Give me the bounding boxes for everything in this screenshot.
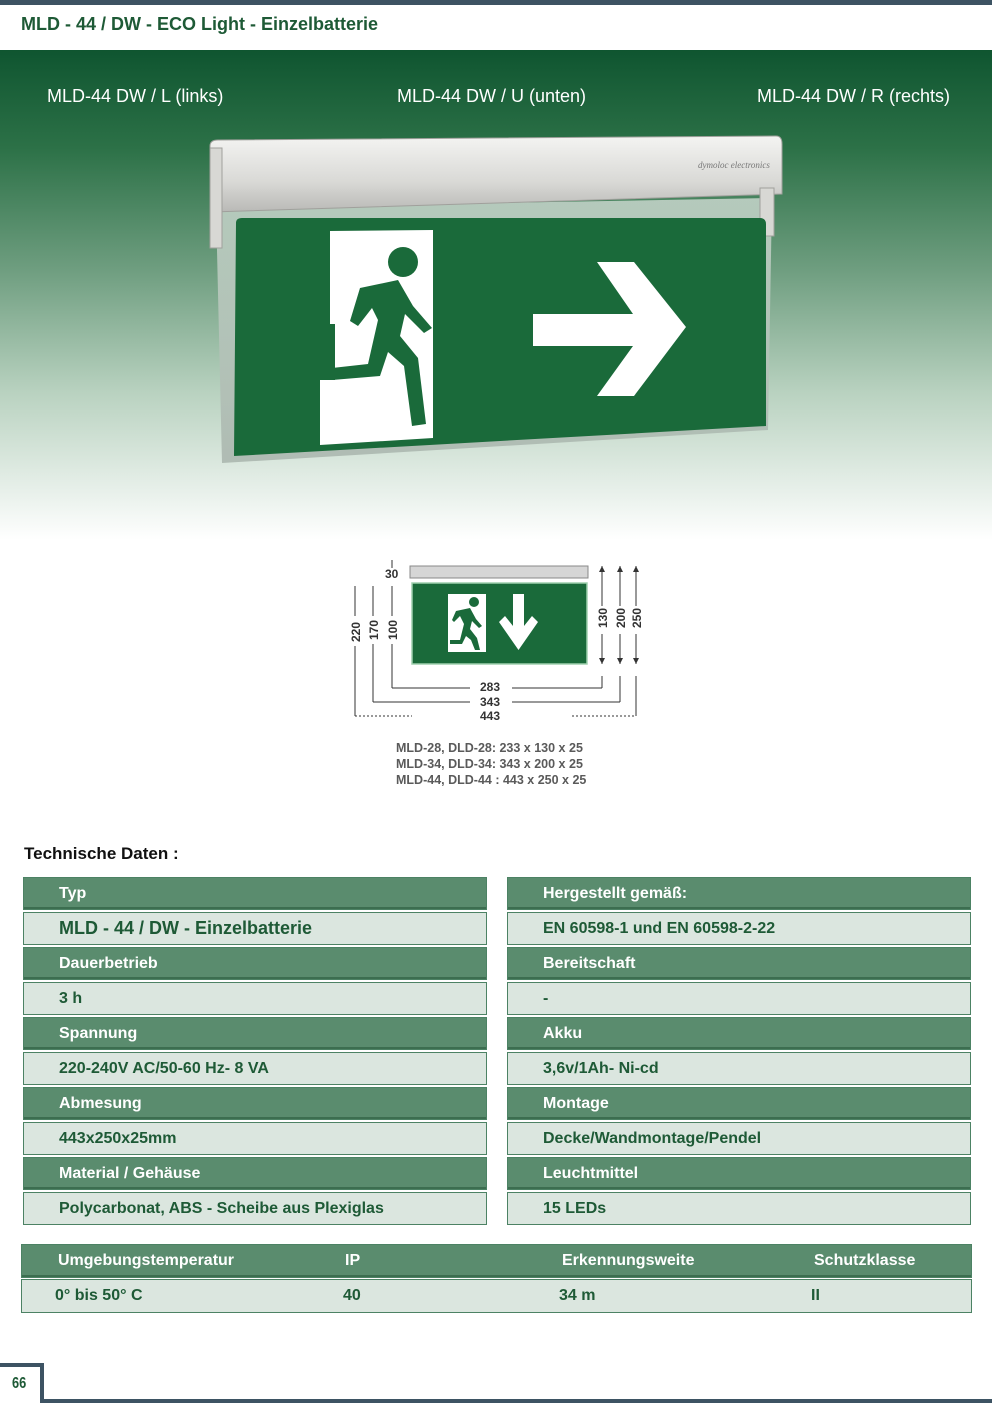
spec-value: Polycarbonat, ABS - Scheibe aus Plexiglas [23, 1192, 487, 1225]
spec-value: 3 h [23, 982, 487, 1015]
model-dimension-line: MLD-44, DLD-44 : 443 x 250 x 25 [396, 773, 587, 787]
bottom-rule [44, 1399, 992, 1403]
dim-left-220: 220 [349, 621, 363, 642]
dim-bottom-443: 443 [480, 709, 501, 723]
dim-left-100: 100 [386, 619, 400, 640]
spec-value: - [507, 982, 971, 1015]
header-cell: IP [345, 1252, 361, 1269]
exit-sign-image [200, 128, 800, 473]
dim-bottom-283: 283 [480, 680, 501, 694]
environment-value-row [21, 1279, 972, 1313]
spec-label: Typ [23, 877, 487, 910]
dim-top: 30 [385, 567, 399, 581]
header-cell: Erkennungsweite [562, 1252, 695, 1269]
dim-right-250: 250 [630, 607, 644, 628]
spec-label: Dauerbetrieb [23, 947, 487, 980]
brand-mark: dymoloc electronics [698, 160, 770, 170]
spec-label: Montage [507, 1087, 971, 1120]
housing-clip-left [210, 148, 222, 248]
spec-value: 3,6v/1Ah- Ni-cd [507, 1052, 971, 1085]
page-title: MLD - 44 / DW - ECO Light - Einzelbatterie [21, 14, 379, 34]
spec-value: MLD - 44 / DW - Einzelbatterie [23, 912, 487, 945]
spec-label: Leuchtmittel [507, 1157, 971, 1190]
value-cell: 40 [343, 1287, 361, 1304]
model-dimension-line: MLD-28, DLD-28: 233 x 130 x 25 [396, 741, 583, 755]
environment-header-row [21, 1244, 972, 1278]
header-cell: Schutzklasse [814, 1252, 916, 1269]
spec-label: Bereitschaft [507, 947, 971, 980]
spec-label: Akku [507, 1017, 971, 1050]
spec-table-right [507, 877, 971, 1227]
page-number: 66 [12, 1375, 27, 1392]
value-cell: II [811, 1287, 820, 1304]
diagram-sign [412, 583, 587, 664]
spec-value: 220-240V AC/50-60 Hz- 8 VA [23, 1052, 487, 1085]
spec-label: Spannung [23, 1017, 487, 1050]
spec-value: 443x250x25mm [23, 1122, 487, 1155]
environment-table [21, 1244, 972, 1313]
header-cell: Umgebungstemperatur [58, 1252, 235, 1269]
spec-label: Abmesung [23, 1087, 487, 1120]
spec-label: Material / Gehäuse [23, 1157, 487, 1190]
dimension-drawing [340, 556, 650, 731]
dim-right-200: 200 [614, 607, 628, 628]
exit-sign-panel [234, 218, 766, 456]
spec-value: Decke/Wandmontage/Pendel [507, 1122, 971, 1155]
variant-right-label: MLD-44 DW / R (rechts) [757, 86, 951, 106]
technical-data-heading: Technische Daten : [24, 844, 179, 863]
spec-table-left [23, 877, 487, 1227]
dim-bottom-343: 343 [480, 695, 501, 709]
dim-left-170: 170 [367, 619, 381, 640]
value-cell: 34 m [559, 1287, 596, 1304]
diagram-running-man-icon [469, 597, 479, 607]
dim-right-130: 130 [596, 607, 610, 628]
model-dimension-line: MLD-34, DLD-34: 343 x 200 x 25 [396, 757, 583, 771]
model-dimensions [396, 740, 586, 788]
running-man-icon [388, 247, 418, 277]
top-rule [0, 0, 992, 5]
spec-value: EN 60598-1 und EN 60598-2-22 [507, 912, 971, 945]
variant-down-label: MLD-44 DW / U (unten) [397, 86, 587, 106]
spec-label: Hergestellt gemäß: [507, 877, 971, 910]
spec-value: 15 LEDs [507, 1192, 971, 1225]
value-cell: 0° bis 50° C [55, 1287, 143, 1304]
variant-left-label: MLD-44 DW / L (links) [47, 86, 224, 106]
